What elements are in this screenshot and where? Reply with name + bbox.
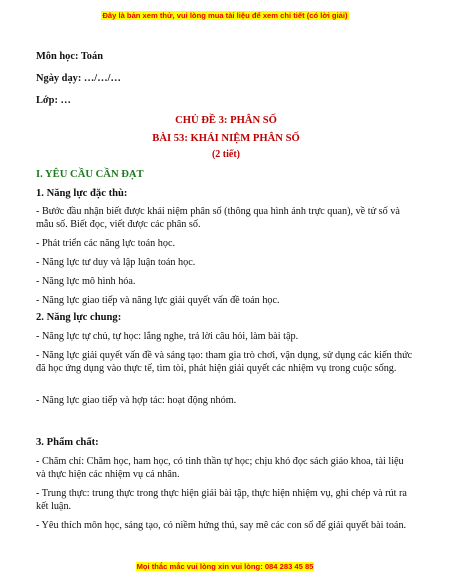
list-item: - Năng lực giao tiếp và năng lực giải quyết vấn đề toán học. bbox=[36, 295, 280, 306]
section-heading-requirements: I. YÊU CẦU CẦN ĐẠT bbox=[36, 169, 144, 180]
lesson-title: BÀI 53: KHÁI NIỆM PHÂN SỐ bbox=[152, 133, 300, 144]
preview-notice-text: Đây là bản xem thử, vui lòng mua tài liệu để xem chi tiết (có lời giải) bbox=[102, 11, 348, 20]
list-item: - Năng lực giao tiếp và hợp tác: hoạt động nhóm. bbox=[36, 395, 237, 406]
date-line: Ngày dạy: …/…/… bbox=[36, 73, 121, 84]
contact-banner bbox=[0, 562, 450, 571]
subject-line: Môn học: Toán bbox=[36, 51, 103, 62]
list-item: - Chăm chỉ: Chăm học, ham học, có tinh thần tự học; chịu khó đọc sách giáo khoa, tài liệu và thực hiện các nhiệm vụ cá nhân. bbox=[36, 456, 404, 480]
contact-text: Mọi thắc mắc vui lòng xin vui lòng: 084 283 45 85 bbox=[136, 562, 314, 571]
list-item: - Bước đầu nhận biết được khái niệm phân số (thông qua hình ảnh trực quan), về tử số và mẫu số. Biết đọc, viết được các phân số. bbox=[36, 206, 400, 230]
periods-label: (2 tiết) bbox=[211, 149, 241, 160]
class-line: Lớp: … bbox=[36, 95, 71, 106]
list-item: - Yêu thích môn học, sáng tạo, có niềm hứng thú, say mê các con số để giải quyết bài toán. bbox=[36, 520, 407, 531]
list-item: - Năng lực tư duy và lập luận toán học. bbox=[36, 257, 196, 268]
list-item: - Năng lực tự chủ, tự học: lắng nghe, trả lời câu hỏi, làm bài tập. bbox=[36, 331, 299, 342]
subsection-heading-specific-competence: 1. Năng lực đặc thù: bbox=[36, 188, 128, 199]
list-item: - Trung thực: trung thực trong thực hiện giải bài tập, thực hiện nhiệm vụ, ghi chép và rút ra kết luận. bbox=[36, 488, 407, 512]
subsection-heading-qualities: 3. Phẩm chất: bbox=[36, 437, 99, 448]
preview-notice-banner bbox=[0, 11, 450, 20]
list-item: - Năng lực mô hình hóa. bbox=[36, 276, 136, 287]
list-item: - Năng lực giải quyết vấn đề và sáng tạo: tham gia trò chơi, vận dụng, sử dụng các kiến thức đã học ứng dụng vào thực tế, tìm tòi, phát hiện giải quyết các nhiệm vụ trong cuộc sống. bbox=[36, 350, 413, 374]
subsection-heading-general-competence: 2. Năng lực chung: bbox=[36, 312, 122, 323]
list-item: - Phát triển các năng lực toán học. bbox=[36, 238, 176, 249]
topic-title: CHỦ ĐỀ 3: PHÂN SỐ bbox=[175, 115, 277, 126]
